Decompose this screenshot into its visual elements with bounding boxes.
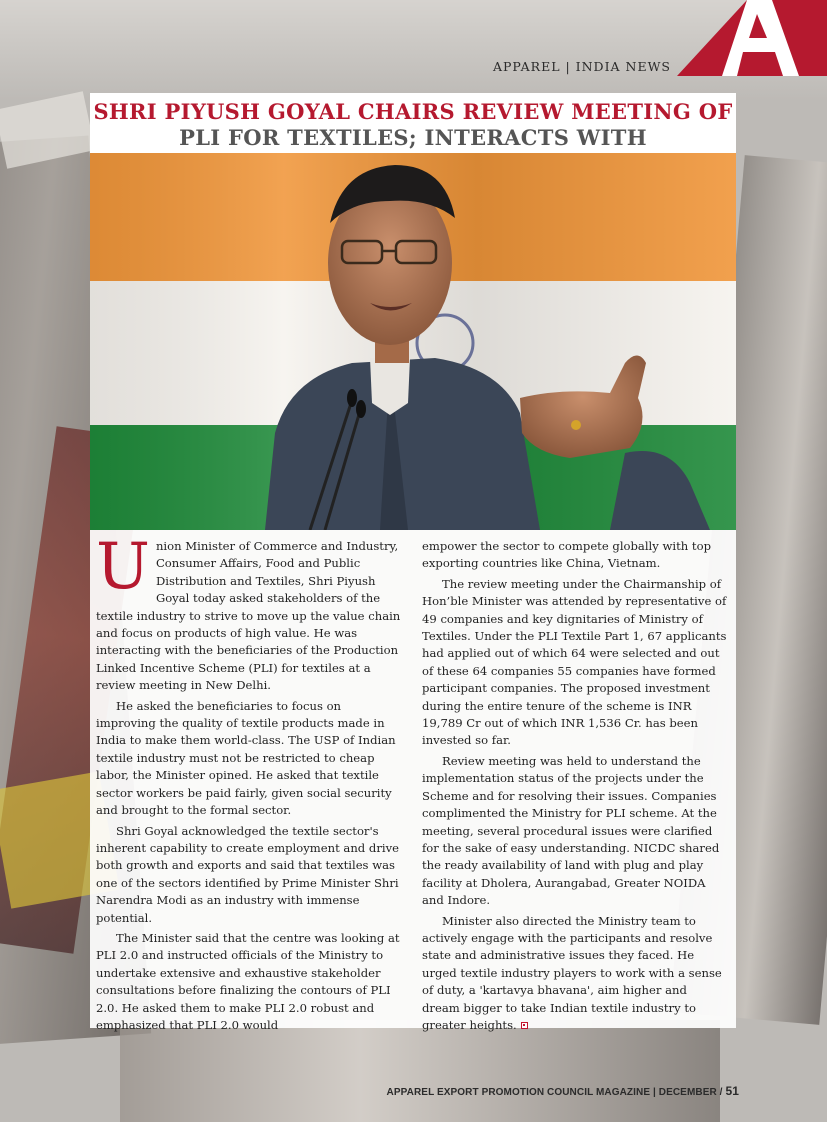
article-paragraph: Union Minister of Commerce and Industry, Consumer Affairs, Food and Public Distribution and Textiles, Shri Piyush Goyal today asked stakeholders of the textile industry to strive to move up the value chain and focus on products of high value. He was interacting with the beneficiaries of the Production Linked Incentive Scheme (PLI) for textiles at a review meeting in New Delhi.	[96, 530, 401, 693]
drop-cap: U	[96, 530, 150, 604]
title-line-1: SHRI PIYUSH GOYAL CHAIRS REVIEW MEETING OF	[93, 99, 733, 124]
article-paragraph: Review meeting was held to understand the implementation status of the projects under the Scheme and for resolving their issues. Companies complimented the Ministry for PLI scheme. At the meeting, several procedural issues were clarified for the sake of easy understanding. NICDC shared the ready availability of land with plug and play facility at Dholera, Aurangabad, Greater NOIDA and Indore.	[422, 753, 720, 908]
end-of-article-icon	[521, 1022, 528, 1029]
page-footer	[387, 1084, 739, 1098]
article-left-column	[96, 530, 402, 1037]
article-paragraph: Minister also directed the Ministry team to actively engage with the participants and resolve state and administrative issues they faced. He urged textile industry players to work with a sense of duty, a 'kartavya bhavana', aim higher and dream bigger to take Indian textile industry to greater heights.	[422, 913, 722, 1032]
article-body	[90, 530, 736, 1032]
apparel-a-logo-icon	[677, 0, 827, 76]
article-paragraph: He asked the beneficiaries to focus on improving the quality of textile products made in India to make them world-class. The USP of Indian textile industry must not be restricted to cheap labor, the Minister opined. He asked that textile sector workers be paid fairly, given social security and brought to the formal sector.	[96, 698, 396, 818]
portrait-with-indian-flag-icon	[90, 153, 736, 530]
article-paragraph: Shri Goyal acknowledged the textile sector's inherent capability to create employment and drive both growth and exports and said that textiles was one of the sectors identified by Prime Minister Shri Narendra Modi as an industry with immense potential.	[96, 823, 399, 925]
article-paragraph: empower the sector to compete globally with top exporting countries like China, Vietnam.	[422, 539, 711, 571]
title-line-2: PLI FOR TEXTILES; INTERACTS WITH	[179, 125, 647, 150]
article-right-column	[422, 538, 728, 1037]
section-label: APPAREL | INDIA NEWS	[492, 59, 671, 74]
footer-publication: APPAREL EXPORT PROMOTION COUNCIL MAGAZINE | DECEMBER	[386, 1087, 717, 1098]
page-number: 51	[725, 1084, 739, 1098]
article-title	[90, 93, 736, 153]
minister-photo	[90, 153, 736, 530]
article-paragraph: The Minister said that the centre was looking at PLI 2.0 and instructed officials of the Ministry to undertake extensive and exhaustive stakeholder consultations before finalizing the contours of PLI 2.0. He asked them to make PLI 2.0 robust and emphasized that PLI 2.0 would	[96, 930, 400, 1032]
footer-separator: /	[716, 1087, 726, 1098]
article-paragraph: The review meeting under the Chairmanship of Hon’ble Minister was attended by representative of 49 companies and key dignitaries of Ministry of Textiles. Under the PLI Textile Part 1, 67 applicants had applied out of which 64 were selected and out of these 64 companies 55 companies have formed participant companies. The proposed investment during the entire tenure of the scheme is INR 19,789 Cr out of which INR 1,536 Cr. has been invested so far.	[422, 576, 727, 748]
